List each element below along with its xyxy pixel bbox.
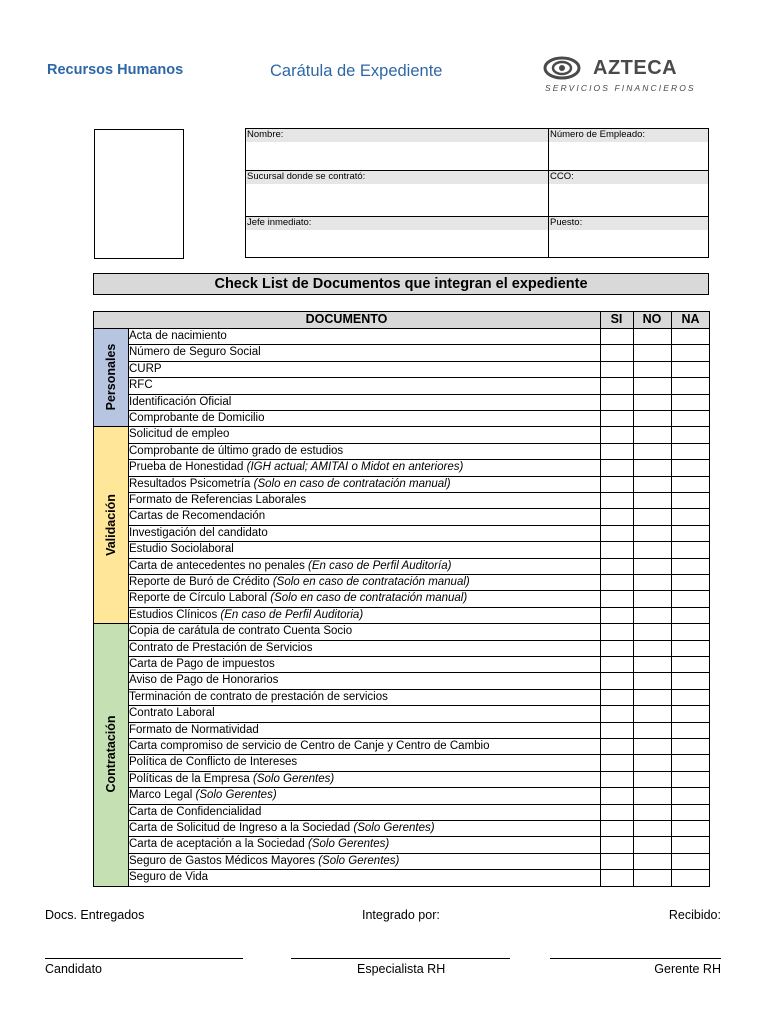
document-name: Identificación Oficial (129, 395, 232, 408)
grid-line (128, 656, 710, 657)
document-name: Aviso de Pago de Honorarios (129, 674, 279, 687)
check-cell-si[interactable] (600, 525, 633, 541)
document-row (128, 738, 600, 754)
grid-line (128, 394, 710, 395)
document-note: (Solo Gerentes) (308, 838, 390, 851)
check-cell-na[interactable] (671, 623, 710, 639)
check-cell-no[interactable] (633, 820, 671, 836)
header-no: NO (633, 311, 671, 328)
grid-line (128, 361, 710, 362)
check-cell-na[interactable] (671, 705, 710, 721)
signature-line-especialista[interactable] (291, 958, 510, 959)
check-cell-no[interactable] (633, 508, 671, 524)
check-cell-no[interactable] (633, 607, 671, 623)
check-cell-si[interactable] (600, 508, 633, 524)
grid-line (128, 722, 710, 723)
document-row (128, 754, 600, 770)
check-cell-si[interactable] (600, 820, 633, 836)
check-cell-na[interactable] (671, 377, 710, 393)
field-sucursal[interactable] (246, 171, 549, 217)
field-nombre[interactable] (246, 129, 549, 171)
check-cell-si[interactable] (600, 869, 633, 885)
document-note: (En caso de Perfil Auditoria) (220, 608, 364, 621)
check-cell-na[interactable] (671, 476, 710, 492)
azteca-logo (540, 52, 700, 98)
check-cell-no[interactable] (633, 426, 671, 442)
document-row (128, 787, 600, 803)
document-row (128, 640, 600, 656)
check-cell-no[interactable] (633, 705, 671, 721)
check-cell-si[interactable] (600, 722, 633, 738)
check-cell-si[interactable] (600, 689, 633, 705)
check-cell-no[interactable] (633, 590, 671, 606)
check-cell-si[interactable] (600, 361, 633, 377)
grid-line (128, 771, 710, 772)
grid-line (128, 853, 710, 854)
grid-line (128, 476, 710, 477)
grid-line (128, 328, 129, 886)
check-cell-na[interactable] (671, 459, 710, 475)
document-row (128, 820, 600, 836)
document-name: Formato de Normatividad (129, 723, 259, 736)
check-cell-si[interactable] (600, 426, 633, 442)
grid-line (93, 886, 710, 887)
grid-line (128, 787, 710, 788)
check-cell-si[interactable] (600, 607, 633, 623)
grid-line (128, 804, 710, 805)
checklist-table (93, 311, 710, 891)
check-cell-no[interactable] (633, 853, 671, 869)
employee-info-grid (245, 128, 709, 258)
document-name: Contrato Laboral (129, 707, 215, 720)
check-cell-si[interactable] (600, 443, 633, 459)
check-cell-si[interactable] (600, 541, 633, 557)
document-name: Marco Legal (129, 789, 196, 802)
document-row (128, 656, 600, 672)
integrated-by-label: Integrado por: (362, 908, 440, 922)
check-cell-si[interactable] (600, 492, 633, 508)
grid-line (128, 590, 710, 591)
check-cell-na[interactable] (671, 804, 710, 820)
check-cell-na[interactable] (671, 771, 710, 787)
department-title: Recursos Humanos (47, 62, 184, 78)
signature-line-gerente[interactable] (550, 958, 721, 959)
field-puesto[interactable] (549, 217, 708, 257)
document-note: (IGH actual; AMITAI o Midot en anteriores) (246, 461, 464, 474)
check-cell-na[interactable] (671, 836, 710, 852)
check-cell-si[interactable] (600, 672, 633, 688)
check-cell-na[interactable] (671, 672, 710, 688)
header-si: SI (600, 311, 633, 328)
check-cell-no[interactable] (633, 836, 671, 852)
check-cell-si[interactable] (600, 459, 633, 475)
document-name: Reporte de Buró de Crédito (129, 576, 273, 588)
document-name: Solicitud de empleo (129, 428, 230, 441)
check-cell-si[interactable] (600, 738, 633, 754)
check-cell-no[interactable] (633, 722, 671, 738)
check-cell-si[interactable] (600, 558, 633, 574)
document-row (128, 853, 600, 869)
grid-line (93, 426, 710, 427)
logo-subtitle: SERVICIOS FINANCIEROS (545, 83, 696, 93)
document-name: Política de Conflicto de Intereses (129, 756, 298, 769)
group-validación (93, 426, 128, 623)
document-row (128, 426, 600, 442)
document-note: (Solo en caso de contratación manual) (272, 576, 470, 588)
check-cell-na[interactable] (671, 869, 710, 885)
check-cell-na[interactable] (671, 820, 710, 836)
header-documento: DOCUMENTO (93, 311, 600, 328)
signature-line-candidato[interactable] (45, 958, 243, 959)
document-row (128, 771, 600, 787)
document-name: Seguro de Gastos Médicos Mayores (129, 854, 319, 867)
check-cell-na[interactable] (671, 426, 710, 442)
logo-icon (542, 53, 582, 83)
check-cell-na[interactable] (671, 541, 710, 557)
grid-line (128, 705, 710, 706)
document-note: (Solo en caso de contratación manual) (270, 592, 468, 605)
document-name: Estudio Sociolaboral (129, 543, 234, 556)
document-row (128, 361, 600, 377)
check-cell-no[interactable] (633, 574, 671, 590)
document-row (128, 541, 600, 557)
check-cell-no[interactable] (633, 738, 671, 754)
check-cell-si[interactable] (600, 410, 633, 426)
check-cell-na[interactable] (671, 558, 710, 574)
grid-line (128, 459, 710, 460)
group-label: Personales (103, 343, 118, 411)
header-na: NA (671, 311, 710, 328)
page-title: Carátula de Expediente (270, 62, 443, 80)
document-name: RFC (129, 379, 153, 392)
document-note: (En caso de Perfil Auditoría) (308, 559, 452, 572)
signature-especialista: Especialista RH (357, 962, 446, 976)
document-row (128, 394, 600, 410)
document-name: Estudios Clínicos (129, 608, 221, 621)
document-row (128, 443, 600, 459)
check-cell-no[interactable] (633, 672, 671, 688)
grid-line (128, 738, 710, 739)
field-label: Jefe inmediato: (246, 217, 548, 230)
check-cell-no[interactable] (633, 328, 671, 344)
check-cell-si[interactable] (600, 754, 633, 770)
grid-line (128, 836, 710, 837)
checklist-title: Check List de Documentos que integran el expediente (93, 273, 709, 295)
grid-line (128, 443, 710, 444)
document-row (128, 705, 600, 721)
document-name: Acta de nacimiento (129, 330, 227, 342)
photo-box (94, 129, 184, 259)
check-cell-si[interactable] (600, 836, 633, 852)
check-cell-no[interactable] (633, 656, 671, 672)
check-cell-na[interactable] (671, 574, 710, 590)
grid-line (93, 328, 710, 329)
document-row (128, 508, 600, 524)
document-row (128, 689, 600, 705)
check-cell-no[interactable] (633, 361, 671, 377)
check-cell-si[interactable] (600, 853, 633, 869)
logo-name: AZTECA (593, 57, 678, 79)
check-cell-no[interactable] (633, 344, 671, 360)
signature-candidato: Candidato (45, 962, 102, 976)
grid-line (128, 689, 710, 690)
check-cell-si[interactable] (600, 590, 633, 606)
check-cell-na[interactable] (671, 754, 710, 770)
check-cell-no[interactable] (633, 476, 671, 492)
check-cell-si[interactable] (600, 705, 633, 721)
document-note: (Solo Gerentes) (353, 822, 435, 834)
check-cell-no[interactable] (633, 771, 671, 787)
document-row (128, 672, 600, 688)
check-cell-na[interactable] (671, 394, 710, 410)
check-cell-si[interactable] (600, 623, 633, 639)
document-row (128, 377, 600, 393)
check-cell-na[interactable] (671, 722, 710, 738)
group-personales (93, 328, 128, 426)
check-cell-no[interactable] (633, 377, 671, 393)
group-label: Validación (103, 493, 118, 556)
grid-line (128, 508, 710, 509)
field-label: CCO: (549, 171, 708, 184)
document-name: Carta de Pago de impuestos (129, 658, 275, 670)
received-label: Recibido: (668, 908, 721, 922)
grid-line (633, 311, 634, 886)
document-name: Comprobante de último grado de estudios (129, 444, 344, 457)
grid-line (128, 377, 710, 378)
grid-line (709, 311, 710, 886)
check-cell-na[interactable] (671, 328, 710, 344)
document-row (128, 492, 600, 508)
document-name: Investigación del candidato (129, 526, 268, 539)
check-cell-na[interactable] (671, 492, 710, 508)
document-name: Copia de carátula de contrato Cuenta Socio (129, 625, 353, 638)
check-cell-na[interactable] (671, 361, 710, 377)
field-label: Nombre: (246, 129, 548, 142)
document-row (128, 410, 600, 426)
document-name: Comprobante de Domicilio (129, 412, 265, 424)
document-row (128, 623, 600, 639)
check-cell-no[interactable] (633, 558, 671, 574)
grid-line (128, 410, 710, 411)
document-name: Carta compromiso de servicio de Centro de Canje y Centro de Cambio (129, 740, 490, 752)
grid-line (128, 869, 710, 870)
document-name: Contrato de Prestación de Servicios (129, 641, 313, 654)
check-cell-na[interactable] (671, 525, 710, 541)
document-row (128, 836, 600, 852)
check-cell-si[interactable] (600, 804, 633, 820)
check-cell-na[interactable] (671, 508, 710, 524)
document-row (128, 525, 600, 541)
check-cell-no[interactable] (633, 541, 671, 557)
document-name: Políticas de la Empresa (129, 772, 254, 785)
check-cell-si[interactable] (600, 476, 633, 492)
check-cell-no[interactable] (633, 869, 671, 885)
grid-line (128, 574, 710, 575)
check-cell-na[interactable] (671, 787, 710, 803)
check-cell-no[interactable] (633, 525, 671, 541)
document-name: Cartas de Recomendación (129, 510, 266, 523)
document-name: Reporte de Círculo Laboral (129, 592, 271, 605)
document-name: Carta de Confidencialidad (129, 805, 262, 818)
document-name: Seguro de Vida (129, 871, 209, 884)
document-row (128, 558, 600, 574)
check-cell-si[interactable] (600, 640, 633, 656)
document-note: (Solo Gerentes) (195, 789, 277, 802)
check-cell-na[interactable] (671, 689, 710, 705)
document-row (128, 574, 600, 590)
grid-line (671, 311, 672, 886)
check-cell-si[interactable] (600, 787, 633, 803)
check-cell-si[interactable] (600, 574, 633, 590)
check-cell-si[interactable] (600, 771, 633, 787)
check-cell-no[interactable] (633, 459, 671, 475)
check-cell-si[interactable] (600, 328, 633, 344)
check-cell-na[interactable] (671, 738, 710, 754)
field-numero-empleado[interactable] (549, 129, 708, 171)
grid-line (128, 672, 710, 673)
check-cell-na[interactable] (671, 344, 710, 360)
field-cco[interactable] (549, 171, 708, 217)
check-cell-na[interactable] (671, 443, 710, 459)
grid-line (128, 525, 710, 526)
document-name: Carta de aceptación a la Sociedad (129, 838, 309, 851)
document-row (128, 476, 600, 492)
check-cell-no[interactable] (633, 754, 671, 770)
check-cell-no[interactable] (633, 787, 671, 803)
document-name: Carta de Solicitud de Ingreso a la Sociedad (129, 822, 354, 834)
check-cell-no[interactable] (633, 492, 671, 508)
document-name: Resultados Psicometría (129, 477, 254, 490)
grid-line (93, 311, 710, 312)
document-row (128, 344, 600, 360)
document-name: Carta de antecedentes no penales (129, 559, 309, 572)
document-row (128, 607, 600, 623)
check-cell-no[interactable] (633, 640, 671, 656)
check-cell-na[interactable] (671, 853, 710, 869)
docs-delivered-label: Docs. Entregados (45, 908, 145, 922)
grid-line (93, 311, 94, 886)
check-cell-na[interactable] (671, 640, 710, 656)
grid-line (600, 311, 601, 886)
grid-line (128, 558, 710, 559)
grid-line (128, 541, 710, 542)
check-cell-si[interactable] (600, 656, 633, 672)
check-cell-no[interactable] (633, 410, 671, 426)
grid-line (128, 492, 710, 493)
check-cell-si[interactable] (600, 377, 633, 393)
document-row (128, 328, 600, 344)
check-cell-no[interactable] (633, 804, 671, 820)
check-cell-na[interactable] (671, 410, 710, 426)
check-cell-na[interactable] (671, 656, 710, 672)
grid-line (128, 640, 710, 641)
grid-line (93, 623, 710, 624)
grid-line (128, 754, 710, 755)
document-note: (Solo en caso de contratación manual) (253, 477, 451, 490)
document-row (128, 590, 600, 606)
field-label: Sucursal donde se contrató: (246, 171, 548, 184)
document-name: Formato de Referencias Laborales (129, 494, 307, 506)
check-cell-no[interactable] (633, 623, 671, 639)
check-cell-na[interactable] (671, 607, 710, 623)
check-cell-si[interactable] (600, 394, 633, 410)
grid-line (128, 607, 710, 608)
document-row (128, 459, 600, 475)
group-contratación (93, 623, 128, 885)
document-name: Prueba de Honestidad (129, 461, 247, 474)
field-jefe-inmediato[interactable] (246, 217, 549, 257)
document-note: (Solo Gerentes) (318, 854, 400, 867)
group-label: Contratación (103, 715, 118, 793)
signature-gerente: Gerente RH (654, 962, 721, 976)
check-cell-no[interactable] (633, 394, 671, 410)
field-label: Número de Empleado: (549, 129, 708, 142)
document-row (128, 869, 600, 885)
grid-line (128, 344, 710, 345)
document-row (128, 722, 600, 738)
document-name: CURP (129, 362, 162, 375)
document-row (128, 804, 600, 820)
check-cell-na[interactable] (671, 590, 710, 606)
grid-line (128, 820, 710, 821)
field-label: Puesto: (549, 217, 708, 230)
check-cell-no[interactable] (633, 443, 671, 459)
document-name: Terminación de contrato de prestación de servicios (129, 690, 388, 703)
check-cell-no[interactable] (633, 689, 671, 705)
check-cell-si[interactable] (600, 344, 633, 360)
document-name: Número de Seguro Social (129, 346, 261, 359)
document-note: (Solo Gerentes) (253, 772, 335, 785)
